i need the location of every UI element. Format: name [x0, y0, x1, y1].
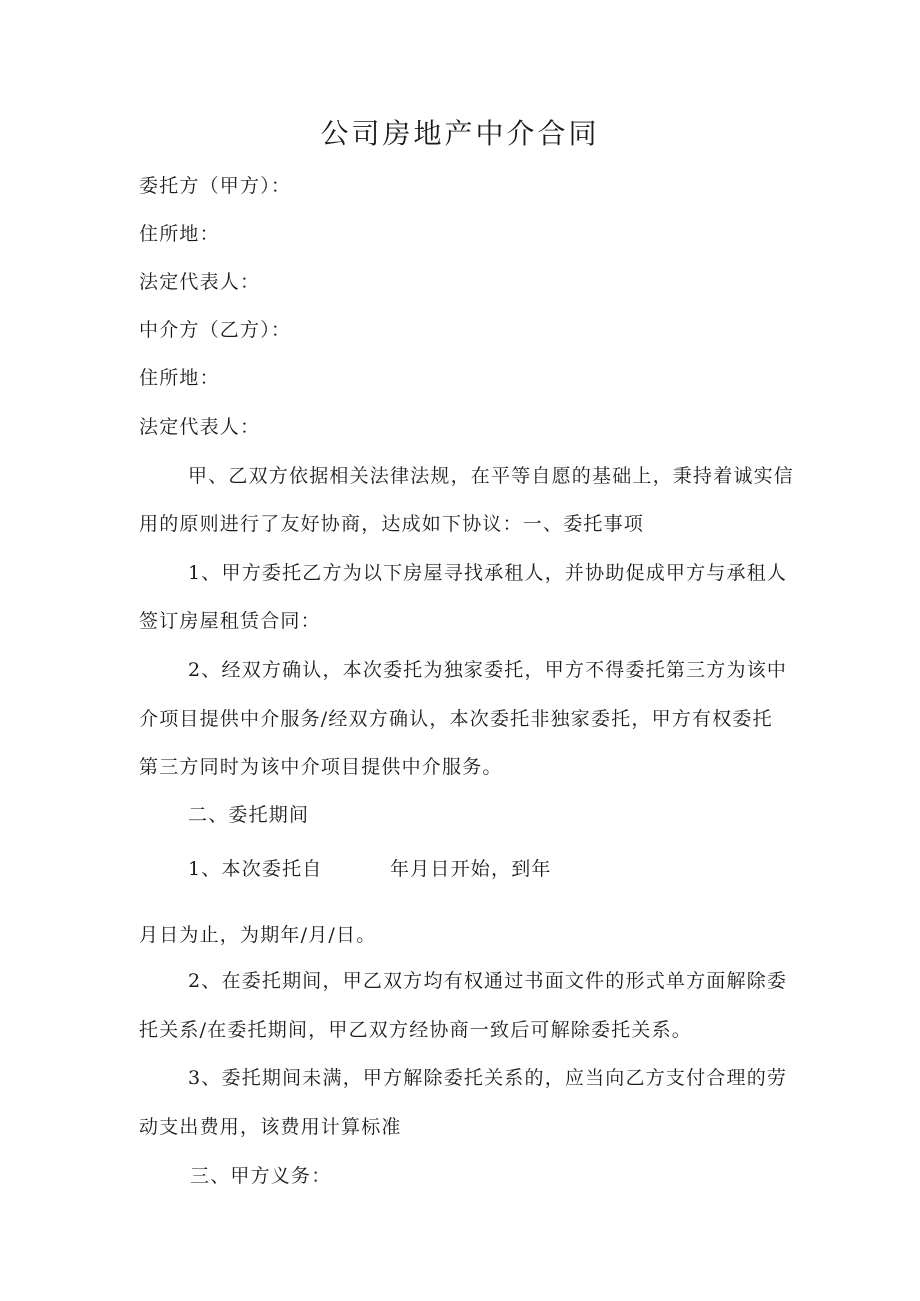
section2-item1-line-2: 月日为止，为期年/月/日。 — [139, 924, 377, 946]
section2-item3-line-1: 3、委托期间未满，甲方解除委托关系的，应当向乙方支付合理的劳 — [188, 1067, 788, 1089]
section1-item2-line-1: 2、经双方确认，本次委托为独家委托，甲方不得委托第三方为该中 — [188, 659, 788, 681]
section1-item1-line-2: 签订房屋租赁合同： — [139, 610, 321, 632]
agent-representative-label: 法定代表人： — [139, 416, 261, 438]
section1-item2-line-3: 第三方同时为该中介项目提供中介服务。 — [139, 756, 503, 778]
section3-heading: 三、甲方义务： — [190, 1165, 332, 1187]
agent-label: 中介方（乙方）： — [139, 319, 292, 341]
preamble-line-2: 用的原则进行了友好协商，达成如下协议：一、委托事项 — [139, 513, 645, 535]
client-label: 委托方（甲方）： — [139, 175, 292, 197]
preamble-line-1: 甲、乙双方依据相关法律法规，在平等自愿的基础上，秉持着诚实信 — [188, 465, 795, 487]
section2-item1-part-1: 1、本次委托自 — [188, 858, 323, 880]
section2-heading: 二、委托期间 — [188, 804, 310, 826]
agent-address-label: 住所地： — [139, 367, 220, 389]
section2-item1-part-2: 年月日开始，到年 — [390, 858, 552, 880]
client-address-label: 住所地： — [139, 223, 220, 245]
section1-item1-line-1: 1、甲方委托乙方为以下房屋寻找承租人，并协助促成甲方与承租人 — [188, 562, 788, 584]
section1-item2-line-2: 介项目提供中介服务/经双方确认，本次委托非独家委托，甲方有权委托 — [139, 708, 773, 730]
section2-item3-line-2: 动支出费用，该费用计算标准 — [139, 1116, 402, 1138]
section2-item2-line-2: 托关系/在委托期间，甲乙双方经协商一致后可解除委托关系。 — [139, 1019, 693, 1041]
client-representative-label: 法定代表人： — [139, 271, 261, 293]
document-title: 公司房地产中介合同 — [320, 117, 600, 150]
section2-item2-line-1: 2、在委托期间，甲乙双方均有权通过书面文件的形式单方面解除委 — [188, 970, 788, 992]
